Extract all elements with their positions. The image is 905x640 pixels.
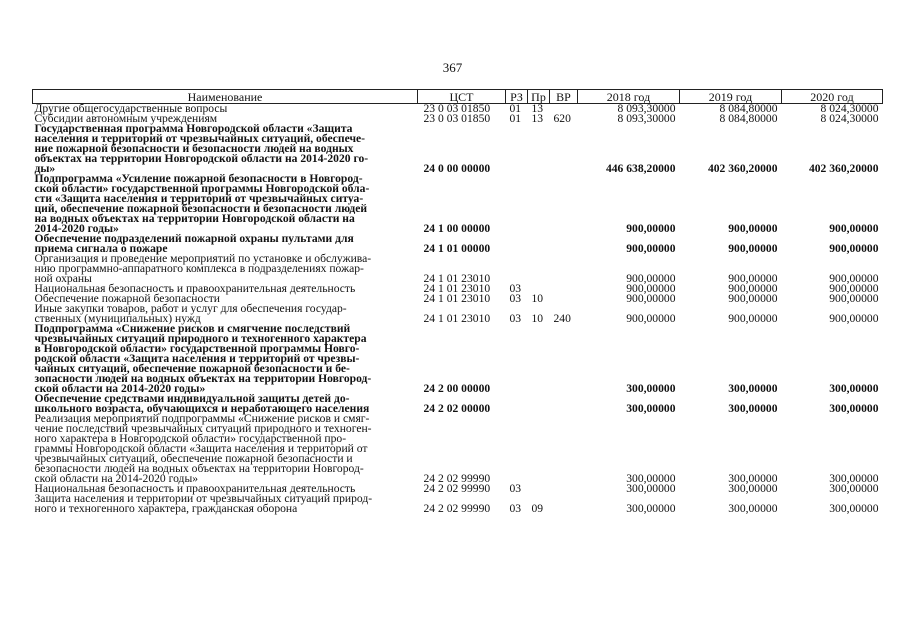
header-name: Наименование xyxy=(33,90,418,104)
cell-cst: 24 1 00 00000 xyxy=(423,222,491,235)
cell-pr: 09 xyxy=(531,502,544,515)
cell-y2019: 300,00000 xyxy=(728,382,778,395)
header-2020: 2020 год xyxy=(782,90,883,104)
cell-pr xyxy=(528,174,550,234)
cell-y2018: 900,00000 xyxy=(626,222,676,235)
scan-artifact-line xyxy=(40,630,865,634)
cell-vr xyxy=(550,414,578,484)
cell-cst: 23 0 03 01850 xyxy=(423,112,491,125)
cell-y2019: 402 360,20000 xyxy=(707,162,778,175)
cell-y2019: 300,00000 xyxy=(728,502,778,515)
cell-cst: 24 1 01 23010 xyxy=(423,282,491,295)
cell-rz xyxy=(506,124,528,174)
table-row xyxy=(33,394,883,414)
cell-vr xyxy=(550,174,578,234)
table-row xyxy=(33,414,883,484)
cell-y2020: 900,00000 xyxy=(829,312,879,325)
table-row xyxy=(33,234,883,254)
cell-y2018: 900,00000 xyxy=(626,312,676,325)
table-body xyxy=(33,104,883,515)
header-pr: Пр xyxy=(528,90,550,104)
cell-pr: 10 xyxy=(531,292,544,305)
cell-rz xyxy=(506,324,528,394)
cell-vr: 620 xyxy=(553,112,571,125)
cell-y2020: 900,00000 xyxy=(829,242,879,255)
cell-pr: 13 xyxy=(531,112,544,125)
cell-rz: 03 xyxy=(509,292,522,305)
cell-y2019: 300,00000 xyxy=(728,402,778,415)
cell-cst: 24 2 02 99990 xyxy=(423,502,491,515)
cell-name: Обеспечение подразделений пожарной охраны пультами для приема сигнала о пожаре xyxy=(34,232,354,255)
cell-name: Обеспечение пожарной безопасности xyxy=(34,292,221,305)
cell-vr xyxy=(550,284,578,294)
cell-rz: 03 xyxy=(509,482,522,495)
cell-name: Подпрограмма «Усиление пожарной безопасности в Новгород- ской области» государственной программы Новгородской обла- сти «Защита населения и территорий от чрезвычайных ситуа- ций, обеспечение пожарной безопасности и безопасности людей на водных объектах на территории Новгородской области на 2014-2020 годы» xyxy=(34,172,370,235)
cell-y2019: 900,00000 xyxy=(728,242,778,255)
cell-y2019: 8 084,80000 xyxy=(719,112,778,125)
cell-name: Реализация мероприятий подпрограммы «Снижение рисков и смяг- чение последствий чрезвычайных ситуаций природного и техноген- ного характера в Новгородской области» государственной про- граммы Новгородской области «Защита населения и территорий от чрезвычайных ситуаций, обеспечение пожарной безопасности и безопасности людей на водных объектах на территории Новгород- ской области на 2014-2020 годы» xyxy=(34,412,372,485)
table-row xyxy=(33,254,883,284)
cell-y2018: 300,00000 xyxy=(626,482,676,495)
header-2019: 2019 год xyxy=(680,90,782,104)
table-row xyxy=(33,124,883,174)
cell-y2018: 446 638,20000 xyxy=(605,162,676,175)
table-row xyxy=(33,174,883,234)
cell-y2018: 900,00000 xyxy=(626,242,676,255)
cell-y2020: 900,00000 xyxy=(829,272,879,285)
cell-name: Обеспечение средствами индивидуальной защиты детей до- школьного возраста, обучающихся и неработающего населения xyxy=(34,392,370,415)
cell-y2020: 300,00000 xyxy=(829,402,879,415)
cell-name: Государственная программа Новгородской области «Защита населения и территорий от чрезвычайных ситуаций, обеспече- ние пожарной безопасности и безопасности людей на водных объектах на территории Новгородской области на 2014-2020 го- ды» xyxy=(34,122,369,175)
cell-y2019: 300,00000 xyxy=(728,472,778,485)
header-cst: ЦСТ xyxy=(418,90,506,104)
cell-vr xyxy=(550,294,578,304)
cell-y2019: 900,00000 xyxy=(728,292,778,305)
cell-rz xyxy=(506,394,528,414)
cell-rz: 03 xyxy=(509,502,522,515)
header-vr: ВР xyxy=(550,90,578,104)
cell-y2020: 300,00000 xyxy=(829,472,879,485)
cell-cst: 24 0 00 00000 xyxy=(423,162,491,175)
cell-y2019: 900,00000 xyxy=(728,282,778,295)
cell-y2019: 300,00000 xyxy=(728,482,778,495)
cell-cst: 24 2 00 00000 xyxy=(423,382,491,395)
table-row xyxy=(33,494,883,514)
cell-rz xyxy=(506,414,528,484)
cell-cst: 24 2 02 00000 xyxy=(423,402,491,415)
header-rz: РЗ xyxy=(506,90,528,104)
cell-pr xyxy=(528,484,550,494)
cell-y2020: 402 360,20000 xyxy=(808,162,879,175)
cell-rz: 03 xyxy=(509,312,522,325)
cell-cst: 23 0 03 01850 xyxy=(423,102,491,115)
cell-cst: 24 1 01 23010 xyxy=(423,312,491,325)
cell-rz: 01 xyxy=(509,102,522,115)
table-row xyxy=(33,304,883,324)
cell-cst: 24 2 02 99990 xyxy=(423,472,491,485)
cell-name: Национальная безопасность и правоохранительная деятельность xyxy=(34,282,356,295)
cell-name: Подпрограмма «Снижение рисков и смягчение последствий чрезвычайных ситуаций природного и техногенного характера в Новгородской области» государственной программы Новго- родской области «Защита населения и территорий от чрезвы- чайных ситуаций, обеспечение пожарной безопасности и бе- зопасности людей на водных объектах на территории Новгород- ской области на 2014-2020 годы» xyxy=(34,322,372,395)
cell-y2018: 900,00000 xyxy=(626,282,676,295)
cell-pr xyxy=(528,254,550,284)
cell-y2018: 8 093,30000 xyxy=(617,102,676,115)
budget-table xyxy=(32,89,883,514)
cell-name: Другие общегосударственные вопросы xyxy=(34,102,228,115)
cell-name: Защита населения и территории от чрезвычайных ситуаций природ- ного и техногенного характера, гражданская оборона xyxy=(34,492,373,515)
cell-cst: 24 1 01 00000 xyxy=(423,242,491,255)
cell-y2020: 300,00000 xyxy=(829,482,879,495)
cell-y2020: 8 024,30000 xyxy=(820,102,879,115)
cell-name: Национальная безопасность и правоохранительная деятельность xyxy=(34,482,356,495)
cell-vr xyxy=(550,394,578,414)
cell-cst: 24 1 01 23010 xyxy=(423,272,491,285)
cell-cst: 24 2 02 99990 xyxy=(423,482,491,495)
cell-y2018: 300,00000 xyxy=(626,502,676,515)
cell-vr xyxy=(550,254,578,284)
cell-y2019: 900,00000 xyxy=(728,222,778,235)
cell-rz xyxy=(506,234,528,254)
cell-vr: 240 xyxy=(553,312,571,325)
cell-name: Организация и проведение мероприятий по установке и обслужива- нию программно-аппаратного комплекса в подразделениях пожар- ной охраны xyxy=(34,252,372,285)
cell-pr xyxy=(528,394,550,414)
cell-pr xyxy=(528,234,550,254)
table-row xyxy=(33,324,883,394)
cell-rz: 03 xyxy=(509,282,522,295)
cell-pr: 10 xyxy=(531,312,544,325)
cell-y2020: 900,00000 xyxy=(829,292,879,305)
cell-y2020: 900,00000 xyxy=(829,222,879,235)
cell-y2018: 900,00000 xyxy=(626,292,676,305)
cell-y2018: 300,00000 xyxy=(626,472,676,485)
cell-y2018: 300,00000 xyxy=(626,382,676,395)
cell-pr xyxy=(528,124,550,174)
cell-y2020: 300,00000 xyxy=(829,382,879,395)
cell-y2019: 900,00000 xyxy=(728,272,778,285)
cell-y2018: 300,00000 xyxy=(626,402,676,415)
cell-y2018: 8 093,30000 xyxy=(617,112,676,125)
cell-y2019: 8 084,80000 xyxy=(719,102,778,115)
cell-pr: 13 xyxy=(531,102,544,115)
cell-vr xyxy=(550,124,578,174)
cell-y2019: 900,00000 xyxy=(728,312,778,325)
cell-vr xyxy=(550,234,578,254)
cell-cst: 24 1 01 23010 xyxy=(423,292,491,305)
page-number: 367 xyxy=(442,60,463,75)
cell-rz: 01 xyxy=(509,112,522,125)
cell-y2020: 300,00000 xyxy=(829,502,879,515)
cell-y2018: 900,00000 xyxy=(626,272,676,285)
cell-rz xyxy=(506,254,528,284)
cell-y2020: 8 024,30000 xyxy=(820,112,879,125)
cell-pr xyxy=(528,414,550,484)
cell-rz xyxy=(506,174,528,234)
cell-y2020: 900,00000 xyxy=(829,282,879,295)
cell-name: Субсидии автономным учреждениям xyxy=(34,112,218,125)
header-2018: 2018 год xyxy=(578,90,680,104)
cell-vr xyxy=(550,494,578,514)
cell-vr xyxy=(550,324,578,394)
cell-pr xyxy=(528,324,550,394)
cell-name: Иные закупки товаров, работ и услуг для обеспечения государ- ственных (муниципальных) нужд xyxy=(34,302,347,325)
cell-vr xyxy=(550,484,578,494)
